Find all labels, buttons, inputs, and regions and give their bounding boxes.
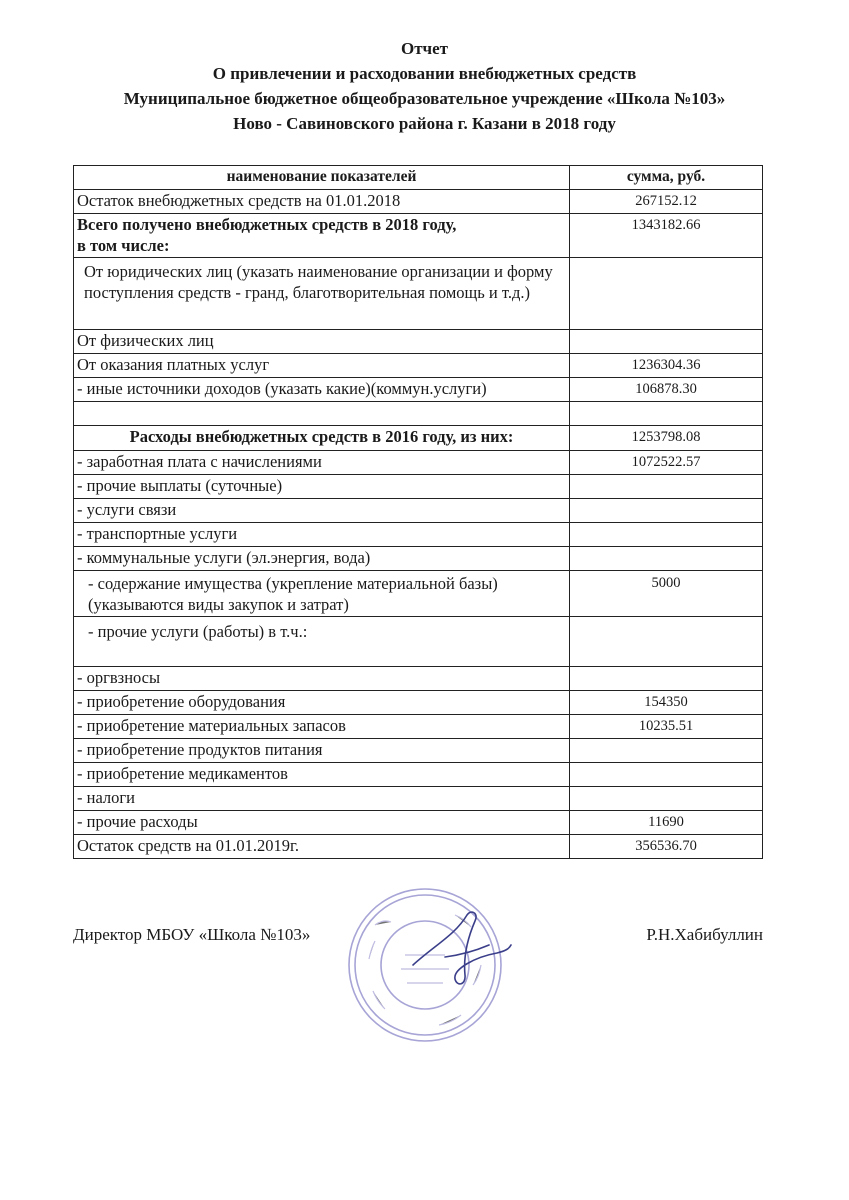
table-row xyxy=(74,523,763,547)
signature-block xyxy=(73,925,763,951)
row-label: От оказания платных услуг xyxy=(74,354,570,378)
row-amount xyxy=(570,258,763,330)
row-amount: 10235.51 xyxy=(570,715,763,739)
row-label: - приобретение оборудования xyxy=(74,691,570,715)
row-label: - заработная плата с начислениями xyxy=(74,451,570,475)
row-label: - коммунальные услуги (эл.энергия, вода) xyxy=(74,547,570,571)
row-label: - транспортные услуги xyxy=(74,523,570,547)
row-amount xyxy=(570,667,763,691)
report-title: Отчет xyxy=(400,39,449,58)
signatory-position: Директор МБОУ «Школа №103» xyxy=(73,925,311,944)
row-amount xyxy=(570,547,763,571)
row-amount xyxy=(570,617,763,667)
row-label: - приобретение материальных запасов xyxy=(74,715,570,739)
row-amount xyxy=(570,523,763,547)
table-row xyxy=(74,451,763,475)
row-label: От юридических лиц (указать наименование организации и форму поступления средств - гранд, благотворительная помощь и т.д.) xyxy=(74,258,570,330)
row-label xyxy=(74,402,570,426)
table-row xyxy=(74,214,763,258)
row-label: От физических лиц xyxy=(74,330,570,354)
table-row xyxy=(74,402,763,426)
row-label: - содержание имущества (укрепление материальной базы) (указываются виды закупок и затрат) xyxy=(74,571,570,617)
report-header xyxy=(0,36,849,136)
row-amount: 154350 xyxy=(570,691,763,715)
row-label: - услуги связи xyxy=(74,499,570,523)
row-label: Остаток средств на 01.01.2019г. xyxy=(74,835,570,859)
row-label: - иные источники доходов (указать какие)(коммун.услуги) xyxy=(74,378,570,402)
row-amount: 356536.70 xyxy=(570,835,763,859)
row-amount: 106878.30 xyxy=(570,378,763,402)
row-label: - приобретение медикаментов xyxy=(74,763,570,787)
signatory-name: Р.Н.Хабибуллин xyxy=(646,925,763,944)
table-row xyxy=(74,547,763,571)
row-amount: 11690 xyxy=(570,811,763,835)
table-row xyxy=(74,258,763,330)
table-row xyxy=(74,426,763,451)
table-row xyxy=(74,691,763,715)
row-amount: 1236304.36 xyxy=(570,354,763,378)
table-row xyxy=(74,354,763,378)
table-row xyxy=(74,835,763,859)
row-amount: 1343182.66 xyxy=(570,214,763,258)
row-amount xyxy=(570,763,763,787)
row-label: - налоги xyxy=(74,787,570,811)
table-row xyxy=(74,617,763,667)
table-row xyxy=(74,475,763,499)
row-label: - приобретение продуктов питания xyxy=(74,739,570,763)
table-row xyxy=(74,787,763,811)
row-amount: 1072522.57 xyxy=(570,451,763,475)
table-row xyxy=(74,739,763,763)
column-header-amount: сумма, руб. xyxy=(570,166,763,190)
row-amount xyxy=(570,499,763,523)
column-header-indicator: наименование показателей xyxy=(74,166,570,190)
row-amount xyxy=(570,787,763,811)
table-row xyxy=(74,715,763,739)
table-row xyxy=(74,330,763,354)
table-row xyxy=(74,571,763,617)
district-year: Ново - Савиновского района г. Казани в 2018 году xyxy=(233,114,616,133)
row-label: - оргвзносы xyxy=(74,667,570,691)
row-label: Всего получено внебюджетных средств в 2018 году, в том числе: xyxy=(74,214,570,258)
table-row xyxy=(74,667,763,691)
row-amount: 267152.12 xyxy=(570,190,763,214)
table-row xyxy=(74,378,763,402)
table-row xyxy=(74,190,763,214)
report-subtitle: О привлечении и расходовании внебюджетных средств xyxy=(212,64,637,83)
row-label: - прочие выплаты (суточные) xyxy=(74,475,570,499)
row-amount xyxy=(570,739,763,763)
row-amount: 5000 xyxy=(570,571,763,617)
institution-name: Муниципальное бюджетное общеобразовательное учреждение «Школа №103» xyxy=(123,89,726,108)
report-table xyxy=(73,165,763,859)
row-label: Остаток внебюджетных средств на 01.01.2018 xyxy=(74,190,570,214)
row-amount xyxy=(570,330,763,354)
row-label: Расходы внебюджетных средств в 2016 году, из них: xyxy=(74,426,570,451)
row-amount: 1253798.08 xyxy=(570,426,763,451)
row-amount xyxy=(570,475,763,499)
table-row xyxy=(74,499,763,523)
table-header-row xyxy=(74,166,763,190)
row-amount xyxy=(570,402,763,426)
row-label: - прочие услуги (работы) в т.ч.: xyxy=(74,617,570,667)
table-row xyxy=(74,763,763,787)
table-row xyxy=(74,811,763,835)
row-label: - прочие расходы xyxy=(74,811,570,835)
